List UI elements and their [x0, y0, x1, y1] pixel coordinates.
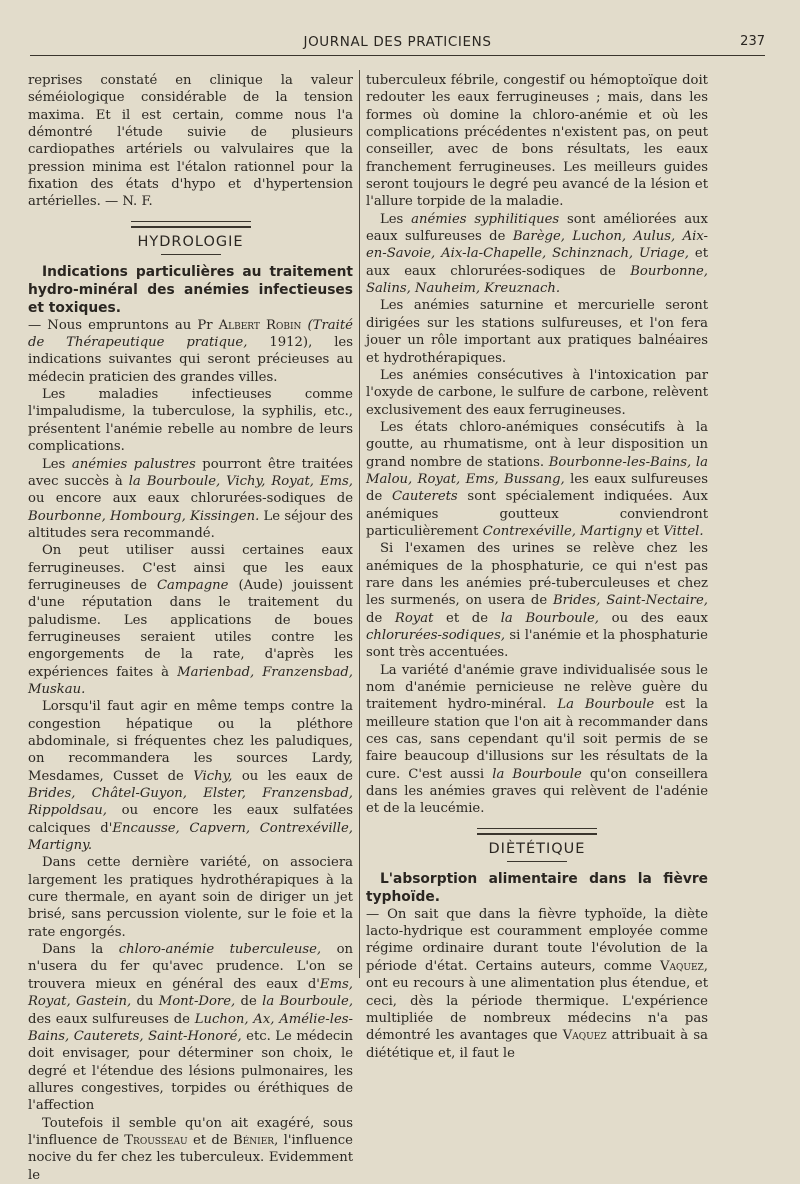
section-rule-top — [131, 221, 251, 228]
paragraph: Les anémies saturnine et mercurielle seront dirigées sur les stations sulfureuses, et l'on fera jouer un rôle important aux pratiques balnéaires et hydrothérapiques. — [366, 298, 708, 366]
section-hydrologie — [28, 221, 353, 255]
column-divider — [359, 70, 360, 978]
paragraph-continued: tuberculeux fébrile, congestif ou hémoptoïque doit redouter les eaux ferrugineuses ; mais, dans les formes où domine la chloro-anémie et où les complications précédentes n'existent pas, on peut conseiller, avec de bons résultats, les eaux franchement ferrugineuses. Les meilleurs guides seront toujours le degré peu avancé de la lésion et l'allure torpide de la maladie. — [366, 73, 708, 210]
section-dietetique — [366, 828, 708, 862]
left-column — [28, 72, 353, 1184]
article-lead: — Nous empruntons au Pr Albert Robin (Traité de Thérapeutique pratique, 1912), les indications suivantes qui seront précieuses au médecin praticien des grandes villes. — [28, 317, 353, 385]
section-rule-bottom — [161, 254, 221, 255]
paragraph: Les maladies infectieuses comme l'impaludisme, la tuberculose, la syphilis, etc., présentent l'anémie rebelle au nombre de leurs complications. — [28, 387, 353, 455]
section-title: DIÈTÉTIQUE — [488, 840, 586, 857]
paragraph: Les anémies palustres pourront être traitées avec succès à la Bourboule, Vichy, Royat, Ems, ou encore aux eaux chlorurées-sodiques de Bourbonne, Hombourg, Kissingen. Le séjour des altitudes sera recommandé. — [28, 456, 354, 541]
journal-title: JOURNAL DES PRATICIENS — [303, 34, 492, 50]
paragraph: Dans la chloro-anémie tuberculeuse, on n'usera du fer qu'avec prudence. L'on se trouvera mieux en général des eaux d'Ems, Royat, Gastein, du Mont-Dore, de la Bourboule, des eaux sulfureuses de Luchon, Ax, Amélie-les-Bains, Cauterets, Saint-Honoré, etc. Le médecin doit envisager, pour déterminer son choix, le degré et l'étendue des lésions pulmonaires, les allures congestives, torpides ou éréthiques de l'affection — [28, 942, 354, 1114]
paragraph: Lorsqu'il faut agir en même temps contre la congestion hépatique ou la pléthore abdominale, si fréquentes chez les paludiques, on recommandera les sources Lardy, Mesdames, Cusset de Vichy, ou les eaux de Brides, Châtel-Guyon, Elster, Franzensbad, Rippoldsau, ou encore les eaux sulfatées calciques d'Encausse, Capvern, Contrexéville, Martigny. — [28, 699, 353, 854]
paragraph: Toutefois il semble qu'on ait exagéré, sous l'influence de Trousseau et de Bénier, l'influence nocive du fer chez les tuberculeux. Evidemment le — [28, 1115, 353, 1183]
right-column — [366, 72, 708, 1062]
paragraph: La variété d'anémie grave individualisée sous le nom d'anémie pernicieuse ne relève guère du traitement hydro-minéral. La Bourboule est la meilleure station que l'on ait à recommander dans ces cas, sans cependant qu'il soit permis de se faire beaucoup d'illusions sur les résultats de la cure. C'est aussi la Bourboule qu'on conseillera dans les anémies graves qui relèvent de l'adénie et de la leucémie. — [366, 662, 709, 817]
running-header — [30, 33, 765, 56]
paragraph: Les anémies consécutives à l'intoxication par l'oxyde de carbone, le sulfure de carbone, relèvent exclusivement des eaux ferrugineuses. — [366, 367, 708, 418]
section-rule-bottom — [507, 861, 567, 862]
page-number: 237 — [740, 34, 765, 49]
author-name: Albert Robin — [218, 317, 302, 333]
article-body: — On sait que dans la fièvre typhoïde, la diète lacto-hydrique est couramment employée comme régime ordinaire durant toute l'évolution de la période d'état. Certains auteurs, comme Vaquez, ont eu recours à une alimentation plus étendue, et ceci, dès la période thermique. L'expérience multipliée de nombreux médecins n'a pas démontré les avantages que Vaquez attribuait à sa diététique et, il faut le — [366, 906, 708, 1061]
paragraph: Si l'examen des urines se relève chez les anémiques de la phosphaturie, ce qui n'est pas rare dans les anémies pré-tuberculeuses et chez les surmenés, on usera de Brides, Saint-Nectaire, de Royat et de la Bourboule, ou des eaux chlorurées-sodiques, si l'anémie et la phosphaturie sont très accentuées. — [366, 541, 708, 661]
article-title: L'absorption alimentaire dans la fièvre typhoïde. — [366, 870, 708, 905]
paragraph: Dans cette dernière variété, on associera largement les pratiques hydrothérapiques à la cure thermale, en ayant soin de diriger un jet brisé, sans percussion violente, sur le foie et la rate engorgés. — [28, 855, 353, 940]
paragraph-continued: reprises constaté en clinique la valeur séméiologique considérable de la tension maxima. Et il est certain, comme nous l'a démontré l'étude suivie de plusieurs cardiopathes artériels ou valvulaires que la pression minima est l'étalon rationnel pour la fixation des états d'hypo et d'hypertension artérielles. — N. F. — [28, 73, 353, 210]
section-rule-top — [477, 828, 597, 835]
paragraph: Les anémies syphilitiques sont améliorées aux eaux sulfureuses de Barège, Luchon, Aulus, Aix-en-Savoie, Aix-la-Chapelle, Schinznach, Uriage, et aux eaux chlorurées-sodiques de Bourbonne, Salins, Nauheim, Kreuznach. — [366, 211, 709, 297]
section-title: HYDROLOGIE — [137, 233, 244, 250]
article-title: Indications particulières au traitement hydro-minéral des anémies infectieuses et toxiques. — [28, 263, 353, 316]
paragraph: On peut utiliser aussi certaines eaux ferrugineuses. C'est ainsi que les eaux ferrugineuses de Campagne (Aude) jouissent d'une réputation dans le traitement du paludisme. Les applications de boues ferrugineuses seraient utiles contre les engorgements de la rate, d'après les expériences faites à Marienbad, Franzensbad, Muskau. — [28, 543, 353, 697]
paragraph: Les états chloro-anémiques consécutifs à la goutte, au rhumatisme, ont à leur disposition un grand nombre de stations. Bourbonne-les-Bains, la Malou, Royat, Ems, Bussang, les eaux sulfureuses de Cauterets sont spécialement indiquées. Aux anémiques goutteux conviendront particulièrement Contrexéville, Martigny et Vittel. — [366, 419, 708, 539]
source-title: (Traité de Thérapeutique pratique, — [28, 317, 353, 351]
